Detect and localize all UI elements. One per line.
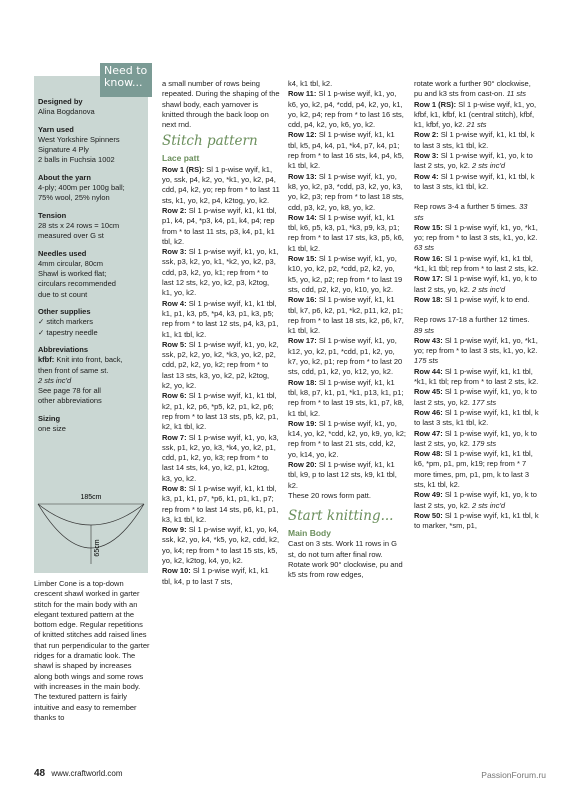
section-title: Needles used: [38, 248, 87, 258]
row-label: Row 2:: [414, 130, 439, 140]
row-instruction: Sl 1 p-wise wyif, k1, yo, k to last 2 sts, yo, k2.: [414, 490, 537, 510]
section-line: one size: [38, 424, 66, 434]
section-title: Tension: [38, 210, 67, 220]
row-label: Row 17:: [414, 274, 443, 284]
website-link[interactable]: www.craftworld.com: [51, 769, 123, 778]
row-instruction: Sl 1 p-wise wyif, k1, k1 tbl, k to last 3 sts, k1 tbl, k2.: [414, 171, 535, 191]
rotate-instruction: rotate work a further 90° clockwise, pu and k3 sts from cast-on. 11 sts: [414, 79, 531, 99]
shawl-inner-edge: [38, 504, 144, 525]
row-label: Row 46:: [414, 407, 443, 417]
row-label: Row 3:: [414, 151, 439, 161]
row-label: Row 44:: [414, 366, 443, 376]
pattern-row: [414, 295, 539, 305]
pattern-row: [414, 449, 539, 490]
row-instruction: Sl 1 p-wise wyif, k1, k1 tbl, k2, p1, k2, p6, *p5, k2, p1, k2, p6; rep from * to last 13 sts, p5, k2, p1, k2, k1 tbl, k2.: [162, 391, 279, 432]
row-label: Row 1 (RS):: [414, 99, 457, 109]
row-instruction: Sl 1 p-wise wyif, k1, yo, k3, ssk, p1, k2, yo, k3, *k4, yo, k2, p1, cdd, p1, k2, yo, k3; rep from * to last 14 sts, k4, yo, k2, p1, k2tog, k3, yo, k2.: [162, 432, 279, 483]
pattern-row: [162, 484, 280, 525]
pattern-row: [414, 511, 539, 532]
row-instruction: Rep rows 3-4 a further 5 times.: [414, 202, 517, 212]
row-label: Row 50:: [414, 510, 443, 520]
row-instruction: Sl 1 p-wise wyif, k1, yo, k8, yo, k2, p3, *cdd, p3, k2, yo, k3, yo, k2, p3; rep from * to last 18 sts, cdd, p3, k2, yo, k8, yo, k2.: [288, 171, 404, 212]
row-instruction: Sl 1 p-wise wyif, k1, k1 tbl, k3, p1, k1, p7, *p6, k1, p1, k1, p7; rep from * to last 14 sts, p6, k1, p1, k3, k1 tbl, k2.: [162, 483, 279, 524]
row-label: Row 18:: [288, 377, 317, 387]
row-label: Row 14:: [288, 212, 317, 222]
pattern-row: [288, 254, 406, 295]
row-label: Row 16:: [414, 253, 443, 263]
watermark: PassionForum.ru: [481, 770, 546, 780]
row-label: Row 17:: [288, 336, 317, 346]
section-line: due to st count: [38, 289, 88, 299]
lace-patt-subheading: Lace patt: [162, 153, 200, 164]
row-label: Row 5:: [162, 339, 187, 349]
row-instruction: Sl 1 p-wise wyif, k1, k1 tbl, k to last 3 sts, k1 tbl, k2.: [414, 130, 535, 150]
pattern-row: [162, 391, 280, 432]
pattern-row: [414, 172, 539, 193]
row-instruction: Rep rows 17-18 a further 12 times.: [414, 315, 530, 325]
pattern-row: [414, 490, 539, 511]
row-spacer: [414, 305, 539, 315]
section-line: then front of same st.: [38, 365, 109, 375]
row-instruction: Sl 1 p-wise wyif, k1, k1 tbl, p1, k4, p4, *p3, k4, p1, k4, p4; rep from * to last 11 sts, p3, k4, p1, k1 tbl, k2.: [162, 205, 277, 246]
row-instruction: Sl 1 p-wise wyif, k1, yo, k to last 2 sts, yo, k2.: [414, 274, 537, 294]
pattern-row: [414, 336, 539, 367]
stitch-count: 33 sts: [414, 202, 528, 222]
section-line: See page 78 for all: [38, 386, 101, 396]
row-instruction: Sl 1 p-wise wyif, k1, yo, k1, ssk, p3, k2, yo, k1, *k2, yo, k2, p3, cdd, p3, k2, yo, k1; rep from * to last 12 sts, k2, yo, k2, p3, k2tog, k1, yo, k2.: [162, 247, 279, 298]
row-label: Row 16:: [288, 295, 317, 305]
shawl-diagram-svg: [34, 488, 148, 572]
row-instruction: Sl 1 p-wise wyif, k1, yo, k to last 2 sts, yo, k2.: [414, 151, 533, 171]
section-line: 4mm circular, 80cm: [38, 258, 104, 268]
pattern-row: [162, 299, 280, 340]
row-label: Row 3:: [162, 247, 187, 257]
row-label: Row 7:: [162, 432, 187, 442]
section-line: West Yorkshire Spinners: [38, 134, 120, 144]
row-label: Row 6:: [162, 391, 187, 401]
section-title: Other supplies: [38, 307, 91, 317]
section-line: Alina Bogdanova: [38, 107, 95, 117]
stitch-count: 2 sts inc'd: [471, 284, 506, 294]
row-label: Row 49:: [414, 490, 443, 500]
row-instruction: Sl 1 p-wise wyif, k1, yo, kfbf, k1, kfbf, k1 (central stitch), kfbf, k1, kfbf, yo, k2.: [414, 99, 537, 130]
stitch-count: 63 sts: [414, 243, 435, 253]
row-instruction: Sl 1 p-wise wyif, k1, k1 tbl, k5, p4, k4, p1, *k4, p7, k4, p1; rep from * to last 16 sts, k4, p4, k5, k1 tbl, k2.: [288, 130, 404, 171]
pattern-row: [162, 206, 280, 247]
row-label: Row 2:: [162, 205, 187, 215]
section-title: Sizing: [38, 413, 61, 423]
row-instruction: Sl 1 p-wise wyif, k1, yo, k12, yo, k2, p1, *cdd, p1, k2, yo, k7, yo, k2, p1; rep from * to last 20 sts, cdd, p1, k2, yo, k12, yo, k2.: [288, 336, 403, 377]
section-title: Abbreviations: [38, 344, 89, 354]
pattern-row: [414, 315, 539, 336]
pattern-row: [288, 89, 406, 130]
pattern-row: [288, 213, 406, 254]
pattern-row: [414, 130, 539, 151]
main-body-text: Cast on 3 sts. Work 11 rows in G st, do not turn after final row. Rotate work 90° clockwise, pu and k5 sts from row edges,: [288, 539, 403, 580]
pattern-row: [162, 340, 280, 391]
intro-paragraph: Limber Cone is a top-down crescent shawl worked in garter stitch for the main body with an elegant textured pattern at the bottom edge. Regular repetitions of knitted stitches add raised lines that run perpendicular to the garter ridges for a dramatic look. The shawl is shaped by increases along both wings and some rows with increases in the main body. The textured pattern is fairly intuitive and easy to remember thanks to: [34, 579, 150, 722]
stitch-count: 2 sts inc'd: [471, 161, 506, 171]
row-label: Row 8:: [162, 483, 187, 493]
main-body-subheading: Main Body: [288, 528, 331, 539]
stitch-count: 175 sts: [414, 356, 439, 366]
row-instruction: Sl 1 p-wise wyif, k1, k1 tbl, k to last 3 sts, k1 tbl, k2.: [414, 407, 539, 428]
section-line: other abbreviations: [38, 396, 102, 406]
page-footer: [34, 768, 122, 779]
row-label: Row 4:: [162, 298, 187, 308]
pattern-row: [414, 202, 539, 223]
need-to-know-heading: Need to know...: [104, 64, 148, 89]
row-instruction: Sl 1 p-wise wyif, k1, yo, k4, ssk, k2, yo, k4, *k5, yo, k2, cdd, k2, yo, k4; rep from * to last 15 sts, k5, yo, k2, k2tog, k4, yo, k2.: [162, 525, 280, 566]
section-line: circulars recommended: [38, 279, 116, 289]
row-label: Row 18:: [414, 294, 443, 304]
row-label: Row 11:: [288, 89, 317, 99]
section-line: 28 sts x 24 rows = 10cm: [38, 220, 120, 230]
pattern-row: [162, 525, 280, 566]
page-number: 48: [34, 768, 46, 779]
stitch-count: 2 sts inc'd: [471, 500, 506, 510]
lace-rows-continued: [288, 89, 406, 491]
pattern-row: [414, 408, 539, 429]
pattern-row: [288, 336, 406, 377]
row-label: Row 20:: [288, 459, 317, 469]
row-label: Row 12:: [288, 130, 317, 140]
row-instruction: Sl 1 p-wise wyif, k1, yo, k6, yo, k2, p4, *cdd, p4, k2, yo, k1, yo, k2, p4; rep from * to last 16 sts, cdd, p4, k2, yo, k6, yo, k2.: [288, 89, 404, 130]
row-instruction: Sl 1 p-wise wyif, k to end.: [444, 294, 530, 304]
pattern-row: [414, 254, 539, 275]
row-instruction: Sl 1 p-wise wyif, k1, yo, k2, ssk, p2, k2, yo, k2, *k3, yo, k2, p2, cdd, p2, k2, yo, k2; rep from * to last 13 sts, k3, yo, k2, p2, k2tog, k2, yo, k2.: [162, 339, 279, 391]
row-instruction: Sl 1 p-wise wyif, k1, yo, k to last 2 sts, yo, k2.: [414, 387, 537, 407]
row-label: Row 15:: [288, 254, 317, 264]
row-label: Row 9:: [162, 525, 187, 535]
row-label: Row 10:: [162, 566, 191, 576]
row-instruction: Sl 1 p-wise wyif, k1, k1 tbl, *k1, k1 tbl; rep from * to last 2 sts, k2.: [414, 253, 539, 274]
row-instruction: Sl 1 p-wise wyif, k1, yo, k14, yo, k2, *cdd, k2, yo, k9, yo, k2; rep from * to last 21 sts, cdd, k2, yo, k14, yo, k2.: [288, 418, 406, 459]
section-line: 75% wool, 25% nylon: [38, 193, 110, 203]
pattern-row: [414, 223, 539, 254]
pattern-note: These 20 rows form patt.: [288, 490, 371, 500]
stitch-count: 179 sts: [471, 438, 497, 448]
row-label: Row 19:: [288, 418, 317, 428]
row-instruction: Sl 1 p-wise wyif, k1, yo, ssk, p4, k2, yo, *k1, yo, k2, p4, cdd, p4, k2, yo; rep from * to last 11 sts, k1, yo, k2, p4, k2tog, yo, k2.: [162, 164, 280, 205]
section-title: Yarn used: [38, 124, 74, 134]
stitch-count: 89 sts: [414, 325, 435, 335]
row-instruction: Sl 1 p-wise wyif, k1, yo, k10, yo, k2, p2, *cdd, p2, k2, yo, k5, yo, k2, p2; rep from * to last 19 sts, cdd, p2, k2, yo, k10, yo, k2.: [288, 254, 403, 294]
row-10-continuation: k4, k1 tbl, k2.: [288, 79, 333, 88]
pattern-row: [288, 130, 406, 171]
width-label: 185cm: [80, 494, 102, 501]
column-main-body-rows: [414, 79, 539, 531]
pattern-row: [414, 151, 539, 172]
column-lace-rows-continued: [288, 79, 406, 581]
pattern-row: [162, 433, 280, 484]
row-instruction: Sl 1 p-wise wyif, k1, k1 tbl, k7, p6, k2, p1, *k2, p11, k2, p1; rep from * to last 18 sts, k2, p6, k7, k1 tbl, k2.: [288, 295, 404, 336]
column-lace-pattern: [162, 79, 280, 587]
pattern-row: [288, 295, 406, 336]
row-instruction: Sl 1 p-wise wyif, k1, k1 tbl, k1, p1, k3, p5, *p4, k3, p1, k3, p5; rep from * to last 12 sts, p4, k3, p1, k1, k1 tbl, k2.: [162, 298, 279, 339]
pattern-row: [288, 419, 406, 460]
row-instruction: Sl 1 p-wise wyif, k1, k1 tbl, k6, p5, k3, p1, *k3, p9, k3, p1; rep from * to last 17 sts, k3, p5, k6, k1 tbl, k2.: [288, 212, 404, 253]
need-to-know-content: [38, 97, 146, 434]
pattern-row: [162, 566, 280, 587]
row-label: Row 13:: [288, 171, 317, 181]
section-line: 2 sts inc'd: [38, 375, 72, 385]
row-label: Row 1 (RS):: [162, 164, 205, 174]
shawl-size-diagram: [34, 488, 148, 572]
row-instruction: Sl 1 p-wise wyif, k1, k1 tbl, *k1, k1 tbl; rep from * to last 2 sts, k2.: [414, 366, 539, 387]
section-line: kfbf: Knit into front, back,: [38, 355, 123, 365]
pattern-row: [414, 100, 539, 131]
lace-rows: [162, 165, 280, 587]
row-instruction: Sl 1 p-wise wyif, k1, k1 tbl, k6, *pm, p1, pm, k19; rep from * 7 more times, pm, p1, pm, k to last 3 sts, k1 tbl, k2.: [414, 449, 533, 489]
stitch-count: 21 sts: [466, 120, 487, 130]
section-line: ✓ stitch markers: [38, 317, 94, 327]
row-instruction: Sl 1 p-wise wyif, k1, yo, *k1, yo; rep from * to last 3 sts, k1, yo, k2.: [414, 222, 538, 243]
row-instruction: Sl 1 p-wise wyif, k1, yo, k to last 2 sts, yo, k2.: [414, 428, 537, 448]
main-body-rows: [414, 100, 539, 532]
intro-continuation: a small number of rows being repeated. During the shaping of the shawl body, each yarnover is knitted through the back loop on next rnd.: [162, 79, 280, 130]
pattern-row: [288, 172, 406, 213]
stitch-pattern-heading: Stitch pattern: [162, 133, 258, 150]
start-knitting-heading: Start knitting...: [288, 508, 394, 525]
stitch-count: 177 sts: [471, 397, 497, 407]
pattern-row: [414, 429, 539, 450]
row-instruction: Sl 1 p-wise wyif, k1, yo, *k1, yo; rep from * to last 3 sts, k1, yo, k2.: [414, 335, 538, 356]
section-line: 4-ply; 400m per 100g ball;: [38, 183, 125, 193]
pattern-row: [162, 247, 280, 298]
row-label: Row 43:: [414, 335, 443, 345]
depth-label: 65cm: [94, 539, 101, 557]
pattern-row: [414, 387, 539, 408]
pattern-row: [288, 460, 406, 491]
section-title: About the yarn: [38, 172, 91, 182]
row-instruction: Sl 1 p-wise wyif, k1, k1 tbl, k9, p to last 12 sts, k9, k1 tbl, k2.: [288, 459, 397, 490]
row-label: Row 48:: [414, 449, 443, 459]
row-label: Row 15:: [414, 222, 443, 232]
section-line: Signature 4 Ply: [38, 145, 89, 155]
section-line: measured over G st: [38, 231, 104, 241]
row-instruction: Sl 1 p-wise wyif, k1, k1 tbl, k8, p7, k1, p1, *k1, p13, k1, p1; rep from * to last 19 sts, k1, p7, k8, k1 tbl, k2.: [288, 377, 404, 418]
row-label: Row 4:: [414, 171, 439, 181]
row-label: Row 47:: [414, 428, 443, 438]
pattern-row: [288, 378, 406, 419]
section-line: ✓ tapestry needle: [38, 327, 98, 337]
section-line: Shawl is worked flat;: [38, 269, 107, 279]
section-line: 2 balls in Fuchsia 1002: [38, 155, 115, 165]
pattern-row: [162, 165, 280, 206]
row-instruction: Sl 1 p-wise wyif, k1, k1 tbl, k4, p to last 7 sts,: [162, 566, 269, 586]
pattern-row: [414, 367, 539, 388]
pattern-row: [414, 274, 539, 295]
section-title: Designed by: [38, 97, 83, 106]
row-spacer: [414, 192, 539, 202]
row-instruction: Sl 1 p-wise wyif, k1, k1 tbl, k to marker, *sm, p1,: [414, 510, 539, 531]
row-label: Row 45:: [414, 387, 443, 397]
